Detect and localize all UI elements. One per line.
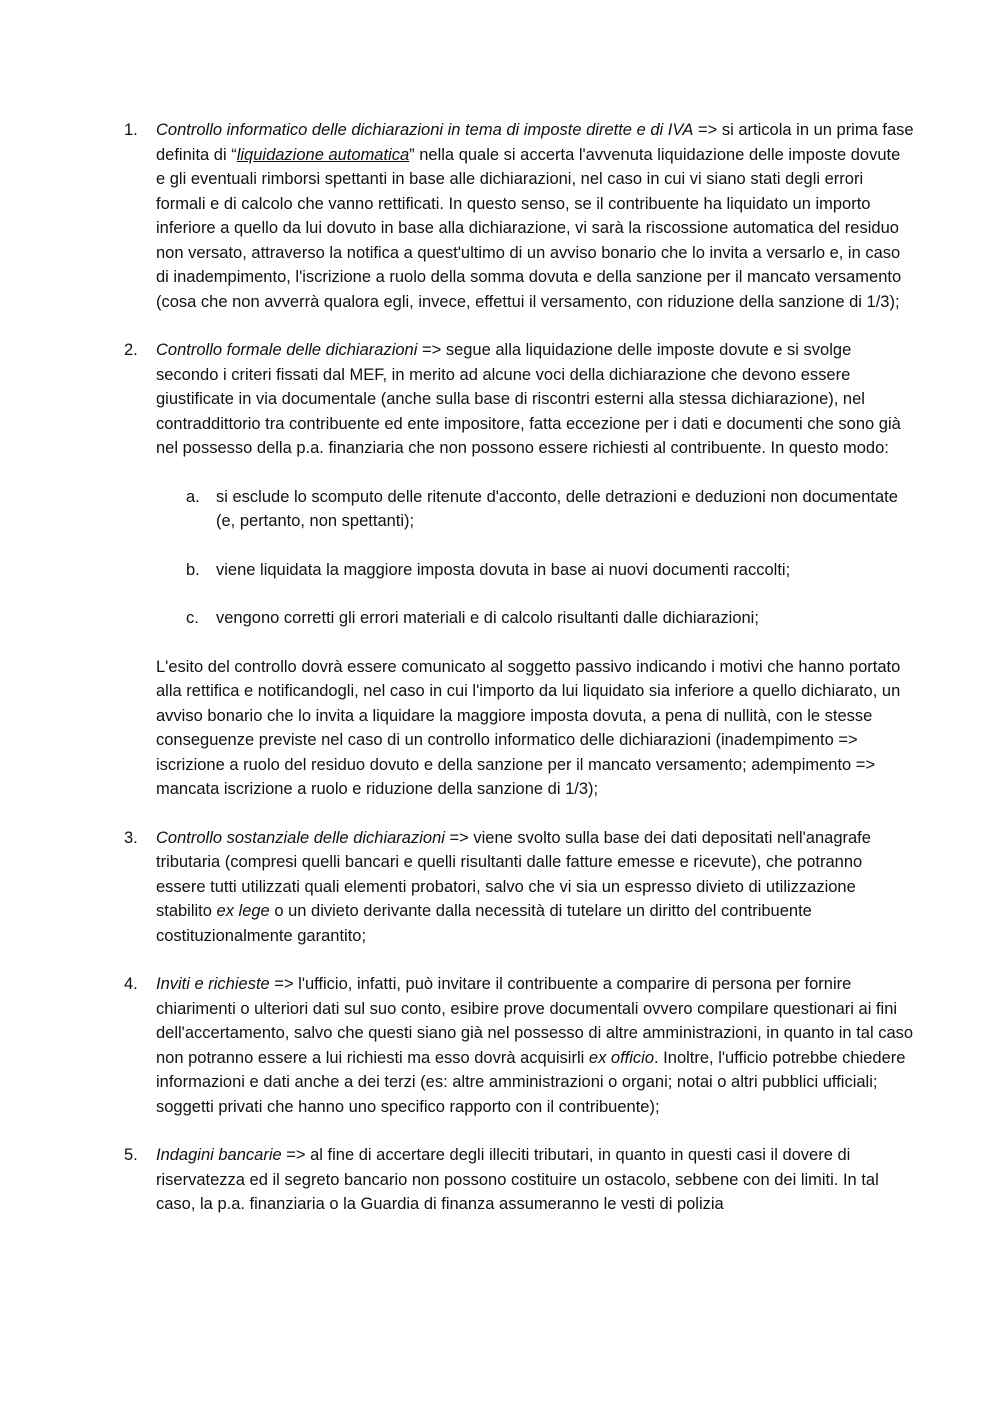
list-item-5 bbox=[124, 1143, 914, 1217]
item-title: Indagini bancarie bbox=[156, 1146, 282, 1164]
numbered-list bbox=[124, 118, 914, 1241]
list-item-4 bbox=[124, 972, 914, 1119]
sub-item-b bbox=[156, 558, 914, 583]
latin-term: ex lege bbox=[216, 902, 270, 920]
item-text: => si articola in un prima fase definita di “ bbox=[156, 121, 914, 164]
item-title: Controllo informatico delle dichiarazioni in tema di imposte dirette e di IVA bbox=[156, 121, 694, 139]
sub-item-text: viene liquidata la maggiore imposta dovuta in base ai nuovi documenti raccolti; bbox=[216, 560, 791, 579]
item-title: Inviti e richieste bbox=[156, 975, 270, 993]
sub-item-text: si esclude lo scomputo delle ritenute d'acconto, delle detrazioni e deduzioni non documentate (e, pertanto, non spettanti); bbox=[216, 487, 898, 530]
item-paragraph bbox=[156, 972, 914, 1119]
item-title: Controllo formale delle dichiarazioni bbox=[156, 341, 418, 359]
underlined-term: liquidazione automatica bbox=[236, 145, 410, 164]
item-text: => al fine di accertare degli illeciti tributari, in quanto in questi casi il dovere di riservatezza ed il segreto bancario non possono costituire un ostacolo, sebbene con dei limiti. In tal caso, la p.a. finanziaria o la Guardia di finanza assumeranno le vesti di polizia bbox=[156, 1146, 879, 1213]
sub-item-letter: b. bbox=[186, 560, 200, 579]
item-paragraph bbox=[156, 826, 914, 949]
item-text: => l'ufficio, infatti, può invitare il contribuente a comparire di persona per fornire chiarimenti o ulteriori dati sul suo conto, esibire prove documentali ovvero compilare questionari ai fini dell'accertamento, salvo che questi siano già nel possesso di altre amministrazioni, in quanto in tal caso non potranno essere a lui richiesti ma esso dovrà acquisirli bbox=[156, 975, 914, 1067]
item-text: => viene svolto sulla base dei dati depositati nell'anagrafe tributaria (compresi quelli bancari e quelli risultanti dalle fatture emesse e ricevute), che potranno essere tutti utilizzati quali elementi probatori, salvo che vi sia un espresso divieto di utilizzazione stabilito bbox=[156, 828, 871, 920]
item-paragraph bbox=[156, 1143, 914, 1217]
list-item-3 bbox=[124, 826, 914, 949]
sub-item-text: vengono corretti gli errori materiali e di calcolo risultanti dalle dichiarazioni; bbox=[216, 609, 759, 627]
item-number: 4. bbox=[124, 975, 138, 993]
item-text-cont: o un divieto derivante dalla necessità di tutelare un diritto del contribuente costituzionalmente garantito; bbox=[156, 902, 812, 945]
item-paragraph bbox=[156, 118, 914, 314]
item-text: => segue alla liquidazione delle imposte dovute e si svolge secondo i criteri fissati dal MEF, in merito ad alcune voci della dichiarazione che devono essere giustificate in via documentale (anche sulla base di riscontri esterni alla stessa dichiarazione), nel contraddittorio tra contribuente ed ente impositore, fatta eccezione per i dati e documenti che sono già nel possesso della p.a. finanziaria che non possono essere richiesti al contribuente. In questo modo: bbox=[156, 341, 901, 457]
sub-item-letter: a. bbox=[186, 487, 200, 506]
list-item-2 bbox=[124, 338, 914, 802]
item-text-cont: ” nella quale si accerta l'avvenuta liquidazione delle imposte dovute e gli eventuali rimborsi spettanti in base alle dichiarazioni, nel caso in cui vi siano stati degli errori formali e di calcolo che vanno rettificati. In questo senso, se il contribuente ha liquidato un importo inferiore a quello da lui dovuto in base alla dichiarazione, vi sarà la riscossione automatica del residuo non versato, attraverso la notifica a quest'ultimo di un avviso bonario che lo invita a versarlo e, in caso di inadempimento, l'iscrizione a ruolo della somma dovuta e della sanzione per il mancato versamento (cosa che non avverrà qualora egli, invece, effettui il versamento, con riduzione della sanzione di 1/3); bbox=[156, 145, 902, 311]
item-number: 5. bbox=[124, 1146, 138, 1164]
sub-item-c bbox=[156, 606, 914, 631]
item-title: Controllo sostanziale delle dichiarazioni bbox=[156, 828, 445, 847]
list-item-1 bbox=[124, 118, 914, 314]
item-number: 3. bbox=[124, 828, 138, 847]
sub-item-a bbox=[156, 485, 914, 534]
item-paragraph bbox=[156, 338, 914, 461]
item-number: 1. bbox=[124, 121, 138, 139]
item-number: 2. bbox=[124, 341, 138, 359]
item-text-cont: . Inoltre, l'ufficio potrebbe chiedere informazioni e dati anche a dei terzi (es: altre amministrazioni o organi; notai o altri pubblici ufficiali; soggetti privati che hanno uno specifico rapporto con il contribuente); bbox=[156, 1048, 906, 1116]
item-followup-paragraph: L'esito del controllo dovrà essere comunicato al soggetto passivo indicando i motivi che hanno portato alla rettifica e notificandogli, nel caso in cui l'importo da lui liquidato sia inferiore a quello dichiarato, un avviso bonario che lo invita a liquidare la maggiore imposta dovuta, a pena di nullità, con le stesse conseguenze previste nel caso di un controllo informatico delle dichiarazioni (inadempimento => iscrizione a ruolo del residuo dovuto e della sanzione per il mancato versamento; adempimento => mancata iscrizione a ruolo e riduzione della sanzione di 1/3); bbox=[156, 657, 901, 798]
sub-item-letter: c. bbox=[186, 609, 199, 627]
latin-term: ex officio bbox=[588, 1048, 655, 1067]
